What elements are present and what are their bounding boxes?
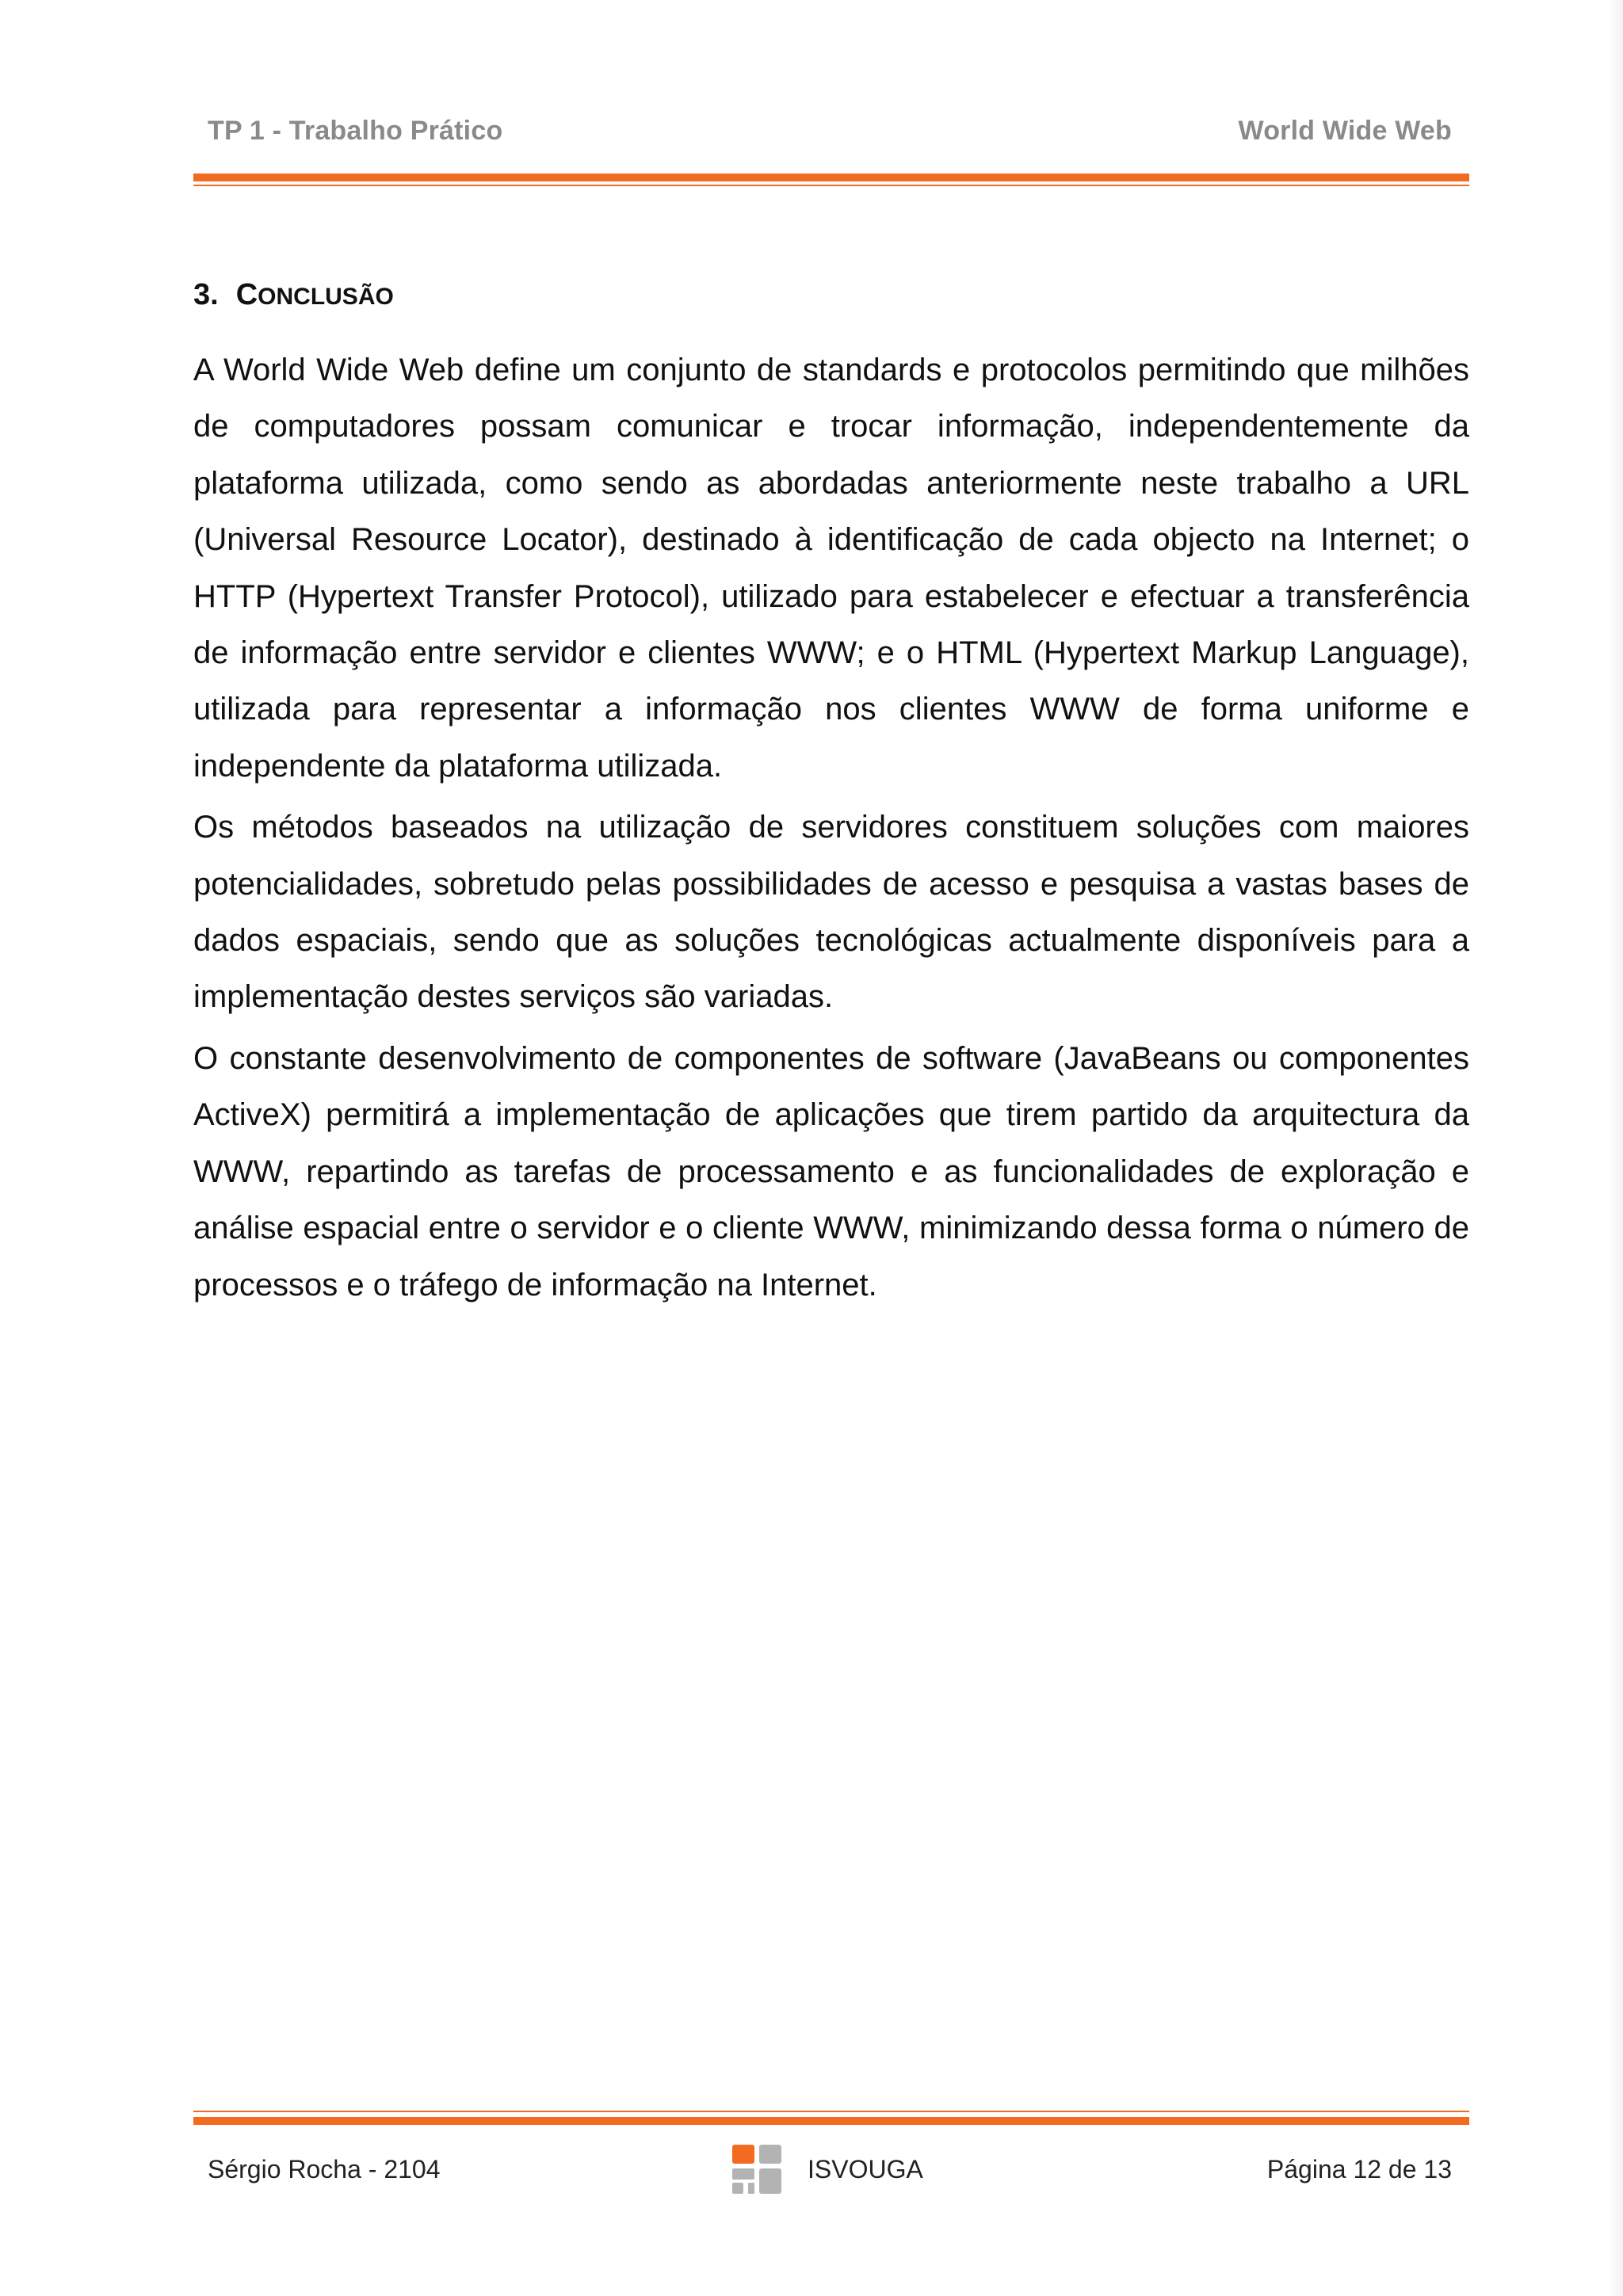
page-header <box>208 116 1452 154</box>
section-number: 3. <box>193 278 219 311</box>
paragraph: A World Wide Web define um conjunto de standards e protocolos permitindo que milhões de computadores possam comunicar e trocar informação, independentemente da plataforma utilizada, como sendo as abordadas anteriormente neste trabalho a URL (Universal Resource Locator), destinado à identificação de cada objecto na Internet; o HTTP (Hypertext Transfer Protocol), utilizado para estabelecer e efectuar a transferência de informação entre servidor e clientes WWW; e o HTML (Hypertext Markup Language), utilizada para representar a informação nos clientes WWW de forma uniforme e independente da plataforma utilizada. <box>193 353 1469 784</box>
page-edge-shade <box>1609 0 1623 2296</box>
body-text <box>193 342 1469 1318</box>
footer-author: Sérgio Rocha - 2104 <box>208 2155 441 2183</box>
footer-rule-thick <box>193 2117 1469 2125</box>
page-footer <box>208 2147 1452 2210</box>
footer-page-number: Página 12 de 13 <box>1266 2155 1452 2183</box>
footer-rule-thin <box>193 2111 1469 2112</box>
isvouga-logo-icon <box>731 2143 783 2195</box>
header-rule-thin <box>193 185 1469 186</box>
section-heading <box>193 278 394 312</box>
header-document-title: TP 1 - Trabalho Prático <box>208 116 503 146</box>
paragraph: O constante desenvolvimento de componentes de software (JavaBeans ou componentes ActiveX) permitirá a implementação de aplicações que tirem partido da arquitectura da WWW, repartindo as tarefas de processamento e as funcionalidades de exploração e análise espacial entre o servidor e o cliente WWW, minimizando dessa forma o número de processos e o tráfego de informação na Internet. <box>193 1040 1469 1302</box>
header-rule-thick <box>193 174 1469 181</box>
section-title-rest: ONCLUSÃO <box>258 284 394 310</box>
header-topic: World Wide Web <box>1238 116 1452 146</box>
paragraph: Os métodos baseados na utilização de servidores constituem soluções com maiores potencialidades, sobretudo pelas possibilidades de acesso e pesquisa a vastas bases de dados espaciais, sendo que as soluções tecnológicas actualmente disponíveis para a implementação destes serviços são variadas. <box>193 810 1469 1015</box>
footer-institution: ISVOUGA <box>808 2155 923 2183</box>
section-title-initial: C <box>235 278 258 311</box>
